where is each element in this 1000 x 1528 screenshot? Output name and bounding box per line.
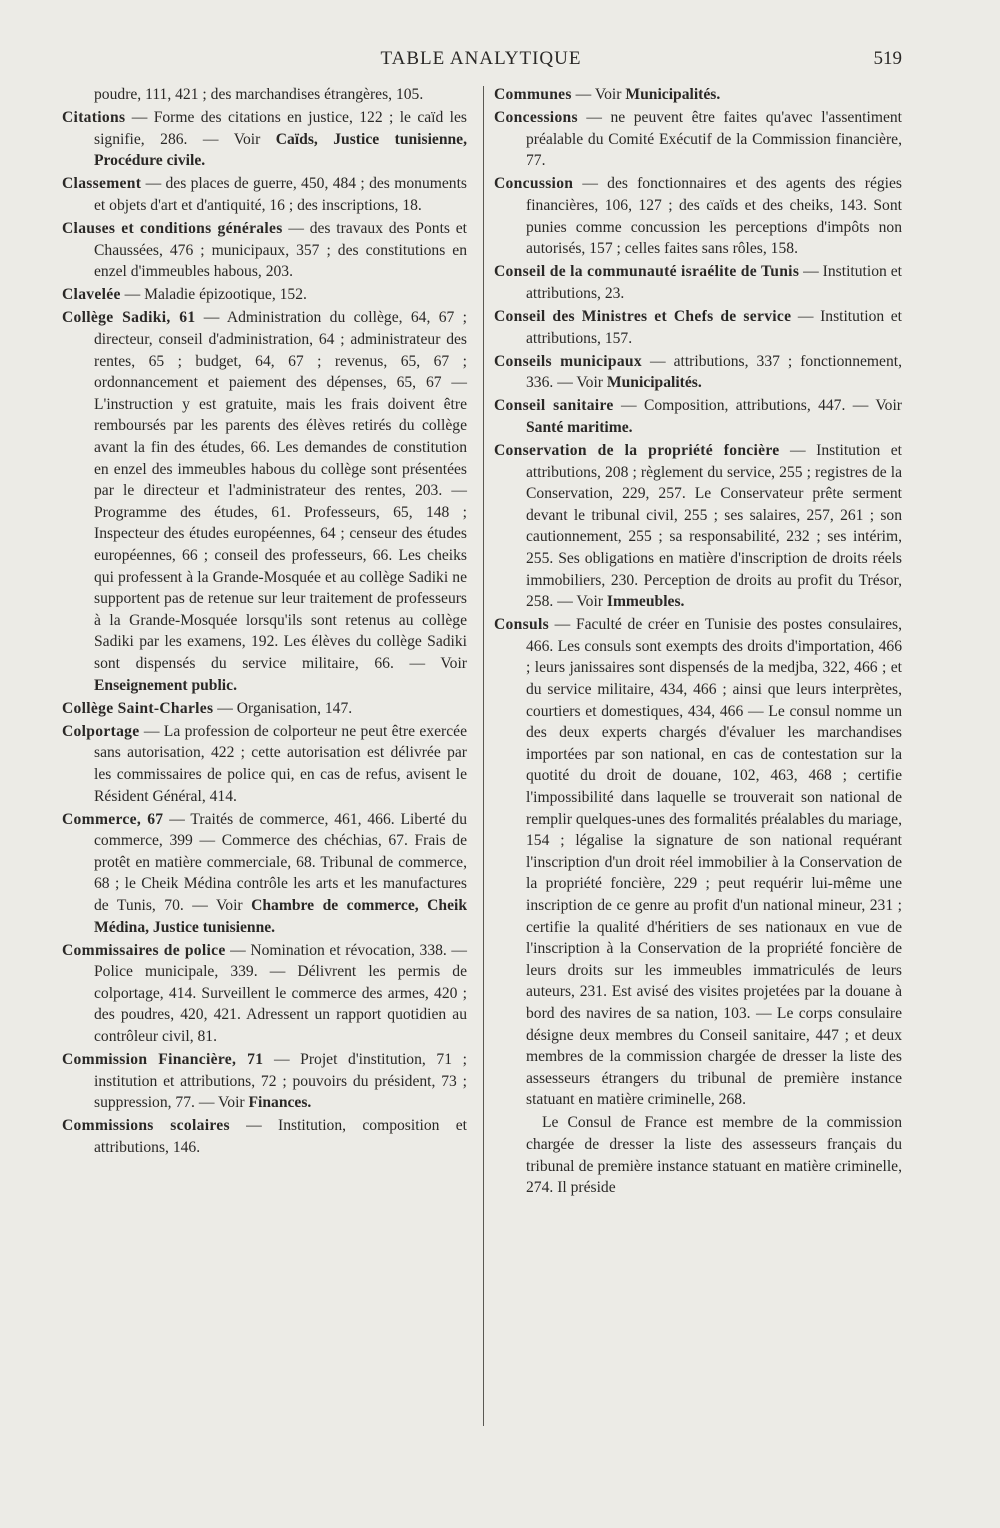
entry-heading: Colportage: [62, 722, 140, 740]
index-entry: [62, 721, 467, 807]
cross-reference: Caïds, Justice tunisienne, Procédure civile.: [94, 130, 467, 170]
entry-heading: Consuls: [494, 616, 549, 634]
entry-heading: Conseil sanitaire: [494, 397, 614, 415]
entry-text: — Institution et attributions, 208 ; règlement du service, 255 ; registres de la Conservation, 229, 257. Le Conservateur prête serment devant le tribunal civil, 255 ; ses salaires, 257, 261 ; son cautionnement, 255 ; sa responsabilité, 232 ; ses intérim, 255. Ses obligations en matière d'inscription de droits réels immobiliers, 230. Perception de droits au profit du Trésor, 258. — Voir: [526, 442, 902, 611]
index-entry: [494, 351, 902, 394]
index-entry: [62, 1049, 467, 1114]
entry-text: — Traités de commerce, 461, 466. Liberté du commerce, 399 — Commerce des chéchias, 67. Frais de protêt en matière commerciale, 68. Tribunal de commerce, 68 ; le Cheik Médina contrôle les arts et les manufactures de Tunis, 70. — Voir: [94, 810, 467, 914]
entry-heading: Collège Sadiki, 61: [62, 309, 196, 327]
index-entry: [62, 107, 467, 172]
entry-text: — Institution, composition et attributions, 146.: [94, 1117, 467, 1156]
entry-heading: Conseil de la communauté israélite de Tunis: [494, 263, 800, 281]
entry-heading: Commissaires de police: [62, 941, 226, 959]
index-entry: [62, 84, 467, 106]
entry-heading: Citations: [62, 109, 126, 127]
entry-heading: Conseil des Ministres et Chefs de service: [494, 307, 792, 325]
cross-reference: Chambre de commerce, Cheik Médina, Justice tunisienne.: [94, 896, 467, 936]
entry-text: poudre, 111, 421 ; des marchandises étrangères, 105.: [94, 86, 424, 103]
index-entry: [62, 218, 467, 283]
entry-text: — Projet d'institution, 71 ; institution et attributions, 72 ; pouvoirs du président, 73 ; suppression, 77. — Voir: [94, 1051, 467, 1112]
entry-text: — Faculté de créer en Tunisie des postes consulaires, 466. Les consuls sont exempts des droits d'importation, 466 ; leurs janissaires sont dispensés de la medjba, 322, 466 ; et du service militaire, 434, 466 ; ainsi que leurs interprètes, courtiers et domestiques, 434, 466 — Le consul nomme un des deux experts chargés d'évaluer les marchandises importées par son national, en cas de contestation sur la quotité du droit de douane, 102, 463, 468 ; certifie l'impossibilité dans laquelle se trouverait son national de remplir quelques-unes des formalités préalables du mariage, 154 ; légalise la signature de son national requérant l'inscription d'un droit réel immobilier à la Conservation de la propriété foncière, 229 ; peut requérir lui-même une inscription de ce genre au profit d'un national mineur, 231 ; certifie la qualité d'héritiers de ses nationaux en vue de l'inscription à la Conservation de la propriété foncière de leurs droits sur les immeubles immatriculés de leurs auteurs, 231. Est avisé des visites projetées par la douane à bord des navires de sa nation, 103. — Le corps consulaire désigne deux membres du Conseil sanitaire, 447 ; et deux membres de la commission chargée de dresser la liste des assesseurs étrangers du tribunal de première instance statuant en matière criminelle, 268.: [526, 616, 902, 1109]
index-entry: [494, 306, 902, 349]
entry-text: — des travaux des Ponts et Chaussées, 476 ; municipaux, 357 ; des constitutions en enzel d'immeubles habous, 203.: [94, 220, 467, 281]
index-entry: [494, 261, 902, 304]
entry-text: — ne peuvent être faites qu'avec l'assentiment préalable du Comité Exécutif de la Commission financière, 77.: [526, 109, 902, 170]
cross-reference: Finances.: [248, 1094, 312, 1112]
entry-text: — des places de guerre, 450, 484 ; des monuments et objets d'art et d'antiquité, 16 ; des inscriptions, 18.: [94, 175, 467, 214]
column-divider: [483, 86, 484, 1426]
index-entry: [62, 173, 467, 216]
index-entry: [494, 107, 902, 172]
entry-text: — La profession de colporteur ne peut être exercée sans autorisation, 422 ; cette autorisation est délivrée par les commissaires de police qui, en cas de refus, avisent le Résident Général, 414.: [94, 722, 467, 805]
cross-reference: Immeubles.: [606, 593, 685, 611]
index-entry: [62, 698, 467, 720]
cross-reference: Municipalités.: [606, 374, 702, 392]
entry-text: — Maladie épizootique, 152.: [120, 286, 307, 304]
index-entry: [62, 284, 467, 306]
index-entry: [494, 440, 902, 613]
index-entry: [494, 614, 902, 1111]
entry-heading: Commerce, 67: [62, 810, 164, 828]
entry-heading: Classement: [62, 175, 142, 193]
entry-heading: Collège Saint-Charles: [62, 699, 214, 717]
entry-text: — attributions, 337 ; fonctionnement, 336. — Voir: [526, 352, 902, 392]
entry-heading: Concessions: [494, 109, 578, 127]
entry-text: — Voir: [571, 86, 626, 103]
index-entry: [494, 84, 902, 106]
entry-text: — Nomination et révocation, 338. — Police municipale, 339. — Délivrent les permis de colportage, 414. Surveillent le commerce des armes, 420 ; des poudres, 420, 421. Adressent un rapport quotidien au contrôleur civil, 81.: [94, 941, 467, 1046]
entry-heading: Clavelée: [62, 286, 121, 304]
entry-heading: Commissions scolaires: [62, 1117, 230, 1135]
right-column: [494, 84, 902, 1200]
entry-text: — Administration du collège, 64, 67 ; directeur, conseil d'administration, 64 ; administrateur des rentes, 65 ; budget, 64, 67 ; revenus, 65, 67 ; ordonnancement et paiement des dépenses, 65, 67 — L'instruction y est gratuite, mais les frais doivent être remboursés par les parents des élèves retirés du collège avant la fin des études, 66. Les demandes de constitution en enzel des immeubles habous du collège sont présentées par le directeur et l'administrateur des rentes, 203. — Programme des études, 61. Professeurs, 65, 148 ; Inspecteur des études européennes, 64 ; censeur des études européennes, 66 ; conseil des professeurs, 66. Les cheiks qui professent à la Grande-Mosquée et au collège Sadiki ne supportent pas de retenue sur leur traitement de professeurs à la Grande-Mosquée lorsqu'ils sont retenus au collège Sadiki par les examens, 192. Les élèves du collège Sadiki sont dispensés du service militaire, 66. — Voir: [94, 309, 467, 672]
index-entry: [494, 395, 902, 438]
entry-text: — Institution et attributions, 157.: [526, 307, 902, 347]
cross-reference: Santé maritime.: [526, 418, 633, 436]
entry-heading: Commission Financière, 71: [62, 1051, 264, 1069]
index-entry: [62, 1115, 467, 1158]
running-title: TABLE ANALYTIQUE: [380, 48, 582, 69]
page-number: 519: [873, 48, 902, 69]
entry-text: — Composition, attributions, 447. — Voir: [613, 397, 902, 415]
entry-text: — Forme des citations en justice, 122 ; le caïd les signifie, 286. — Voir: [94, 109, 467, 148]
entry-heading: Communes: [494, 86, 572, 103]
entry-heading: Conseils municipaux: [494, 352, 643, 370]
entry-heading: Concussion: [494, 175, 574, 193]
cross-reference: Enseignement public.: [94, 676, 237, 694]
index-entry: [494, 1112, 902, 1198]
index-entry: [62, 940, 467, 1048]
cross-reference: Municipalités.: [625, 86, 721, 103]
left-column: [62, 84, 467, 1160]
entry-text: — Organisation, 147.: [213, 699, 353, 717]
page-header: [60, 48, 902, 76]
entry-heading: Clauses et conditions générales: [62, 220, 283, 238]
index-entry: [494, 173, 902, 259]
entry-text: Le Consul de France est membre de la commission chargée de dresser la liste des assesseurs français du tribunal de première instance statuant en matière criminelle, 274. Il préside: [526, 1114, 902, 1197]
entry-text: — des fonctionnaires et des agents des régies financières, 106, 127 ; des caïds et des cheiks, 143. Sont punies comme concussion les perceptions d'impôts non autorisés, 157 ; celles faites sans rôles, 158.: [526, 175, 902, 258]
entry-text: — Institution et attributions, 23.: [526, 263, 902, 302]
index-entry: [62, 809, 467, 939]
entry-heading: Conservation de la propriété foncière: [494, 442, 780, 459]
index-entry: [62, 307, 467, 696]
